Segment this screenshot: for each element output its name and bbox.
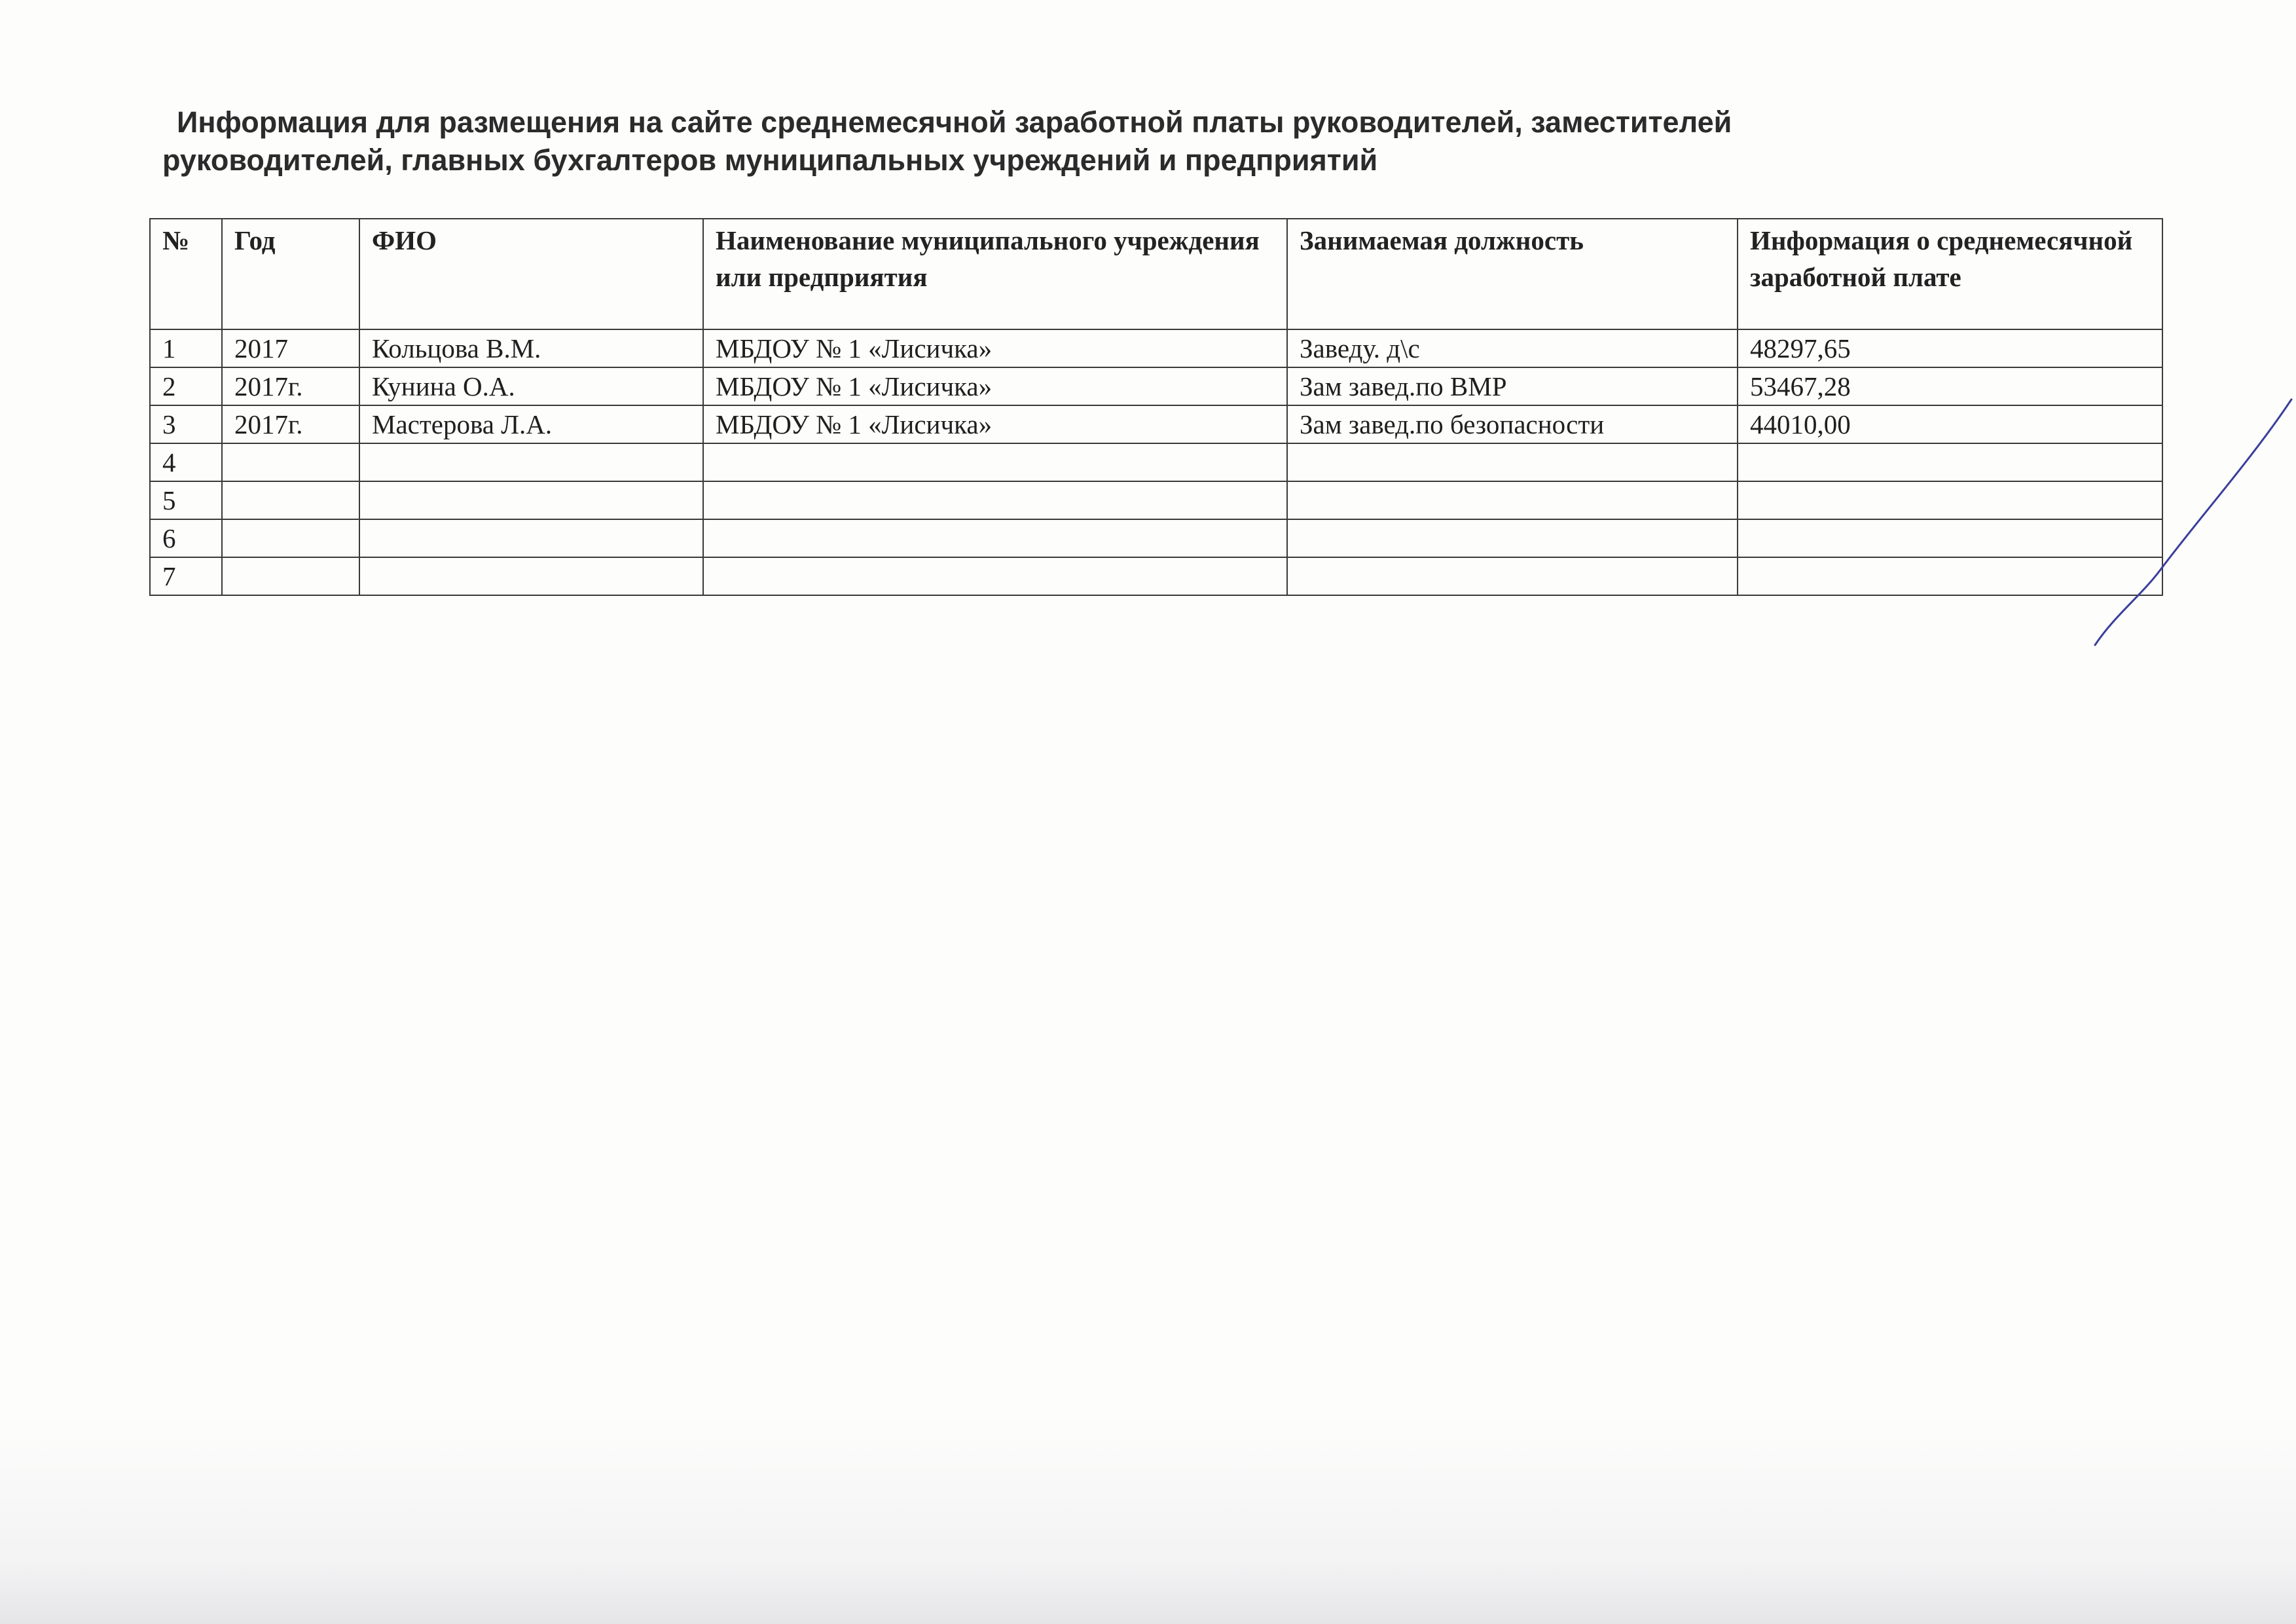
cell-position: Заведу. д\с xyxy=(1287,329,1738,367)
cell-position xyxy=(1287,481,1738,519)
table-row xyxy=(150,367,2162,405)
title-line-2: руководителей, главных бухгалтеров муниципальных учреждений и предприятий xyxy=(162,143,1378,177)
cell-org xyxy=(703,481,1287,519)
header-org: Наименование муниципального учреждения или предприятия xyxy=(703,219,1287,329)
cell-num: 4 xyxy=(150,443,222,481)
cell-num: 3 xyxy=(150,405,222,443)
document-title xyxy=(162,103,2061,179)
cell-year xyxy=(222,557,359,595)
cell-year xyxy=(222,519,359,557)
cell-org xyxy=(703,443,1287,481)
cell-salary xyxy=(1738,443,2162,481)
cell-salary xyxy=(1738,519,2162,557)
cell-fio: Кольцова В.М. xyxy=(359,329,703,367)
scan-artifact-band xyxy=(0,1414,2296,1624)
cell-position xyxy=(1287,519,1738,557)
cell-fio xyxy=(359,557,703,595)
header-num: № xyxy=(150,219,222,329)
cell-year: 2017г. xyxy=(222,367,359,405)
cell-salary xyxy=(1738,481,2162,519)
table-row xyxy=(150,519,2162,557)
cell-org xyxy=(703,557,1287,595)
cell-year: 2017г. xyxy=(222,405,359,443)
cell-position: Зам завед.по безопасности xyxy=(1287,405,1738,443)
cell-year xyxy=(222,443,359,481)
cell-position xyxy=(1287,557,1738,595)
cell-salary xyxy=(1738,557,2162,595)
table-row xyxy=(150,405,2162,443)
cell-salary: 44010,00 xyxy=(1738,405,2162,443)
table-row xyxy=(150,329,2162,367)
cell-num: 7 xyxy=(150,557,222,595)
cell-num: 1 xyxy=(150,329,222,367)
header-salary: Информация о среднемесячной заработной плате xyxy=(1738,219,2162,329)
cell-num: 2 xyxy=(150,367,222,405)
header-position: Занимаемая должность xyxy=(1287,219,1738,329)
table-row xyxy=(150,557,2162,595)
cell-org xyxy=(703,519,1287,557)
cell-position: Зам завед.по ВМР xyxy=(1287,367,1738,405)
cell-org: МБДОУ № 1 «Лисичка» xyxy=(703,367,1287,405)
cell-salary: 53467,28 xyxy=(1738,367,2162,405)
table-header xyxy=(150,219,2162,329)
cell-year xyxy=(222,481,359,519)
cell-fio xyxy=(359,481,703,519)
table-row xyxy=(150,481,2162,519)
cell-fio xyxy=(359,443,703,481)
header-year: Год xyxy=(222,219,359,329)
title-line-1: Информация для размещения на сайте среднемесячной заработной платы руководителей, заместителей xyxy=(177,105,1732,139)
cell-fio: Мастерова Л.А. xyxy=(359,405,703,443)
table-body xyxy=(150,329,2162,595)
salary-table xyxy=(149,218,2163,596)
cell-position xyxy=(1287,443,1738,481)
header-row xyxy=(150,219,2162,329)
header-fio: ФИО xyxy=(359,219,703,329)
table-row xyxy=(150,443,2162,481)
cell-org: МБДОУ № 1 «Лисичка» xyxy=(703,329,1287,367)
cell-num: 6 xyxy=(150,519,222,557)
cell-org: МБДОУ № 1 «Лисичка» xyxy=(703,405,1287,443)
cell-year: 2017 xyxy=(222,329,359,367)
cell-salary: 48297,65 xyxy=(1738,329,2162,367)
cell-fio: Кунина О.А. xyxy=(359,367,703,405)
cell-num: 5 xyxy=(150,481,222,519)
cell-fio xyxy=(359,519,703,557)
